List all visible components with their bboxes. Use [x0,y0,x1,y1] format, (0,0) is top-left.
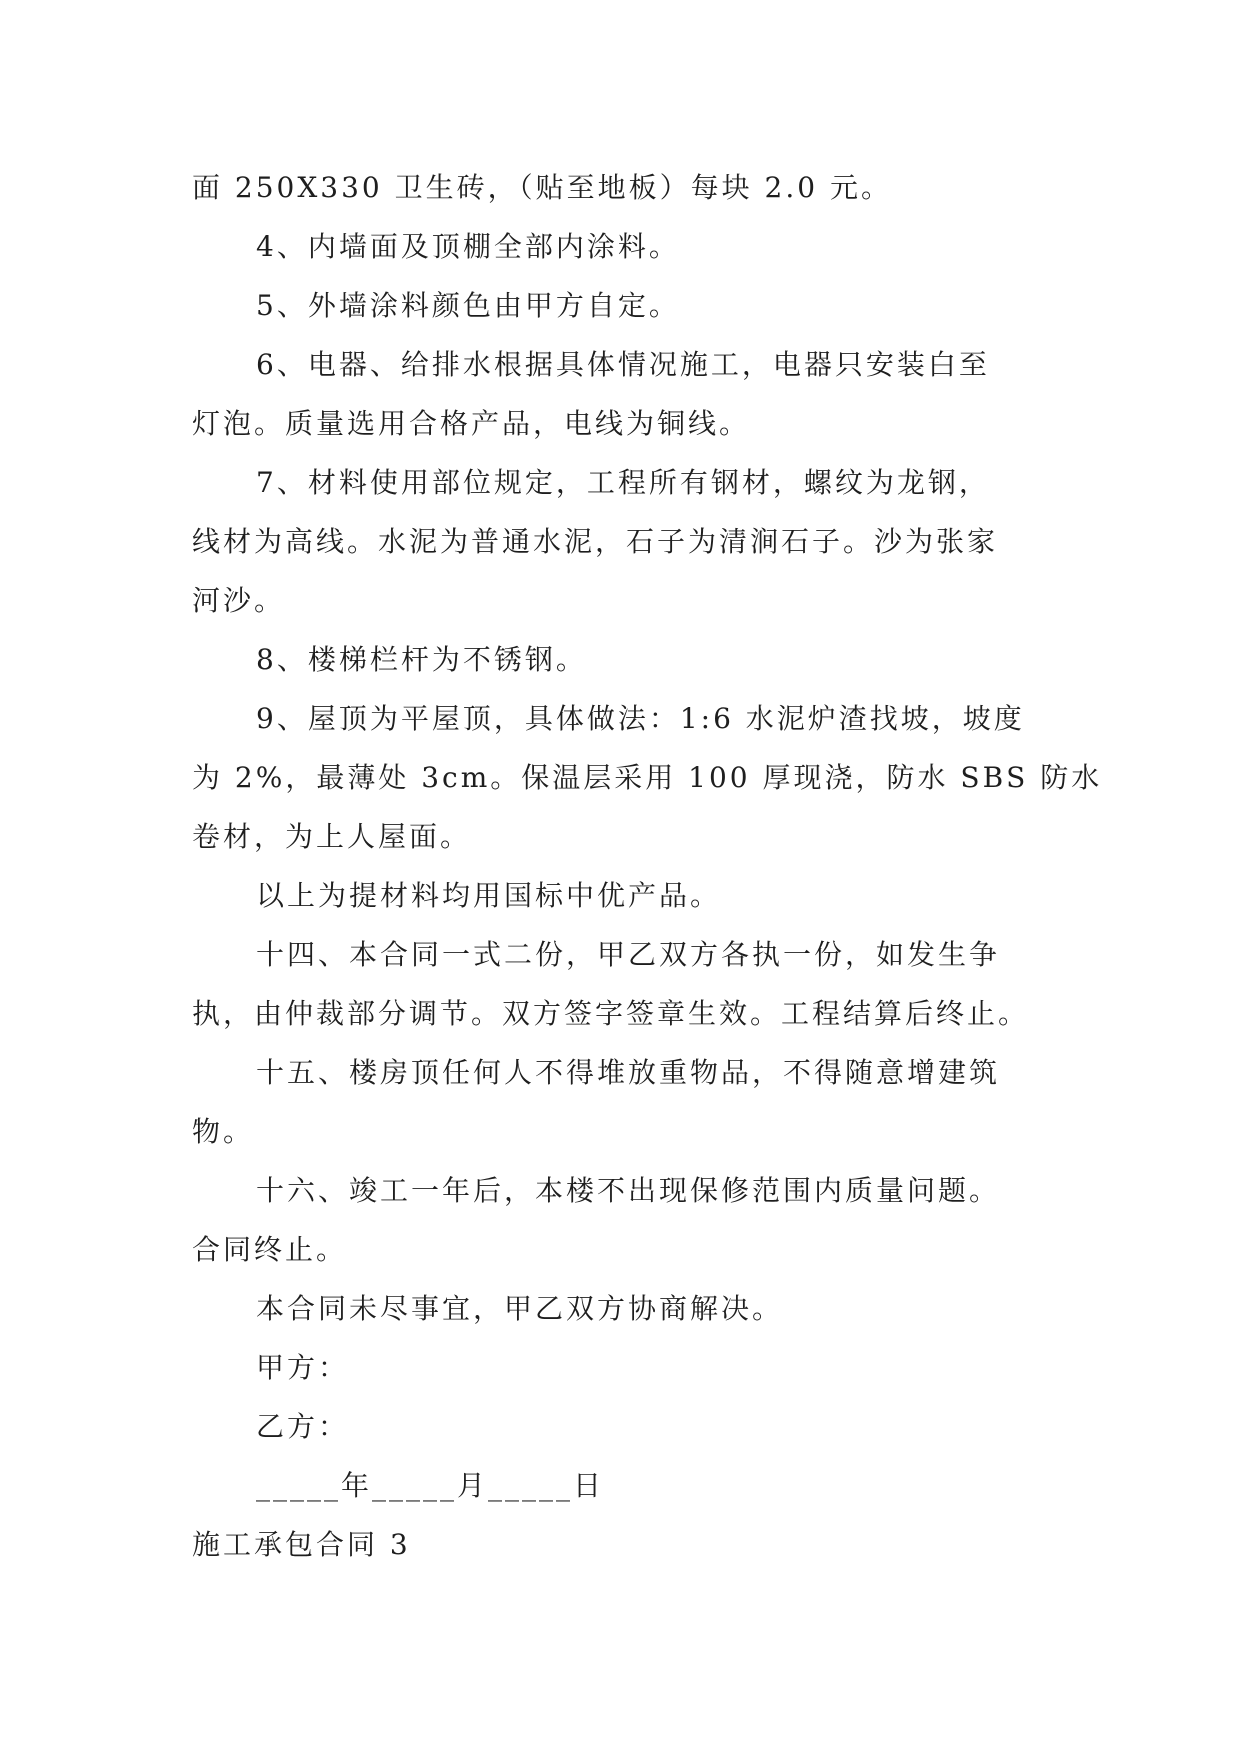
text-line: 合同终止。 [192,1233,348,1266]
text-line: 线材为高线。水泥为普通水泥，石子为清涧石子。沙为张家 [192,525,999,558]
text-line: 以上为提材料均用国标中优产品。 [256,879,722,912]
text-line: 8、楼梯栏杆为不锈钢。 [256,643,587,676]
text-line: 9、屋顶为平屋顶，具体做法：1:6 水泥炉渣找坡，坡度 [256,702,1025,735]
date-blank-line: _____年_____月_____日 [256,1469,605,1502]
text-line: 卷材，为上人屋面。 [192,820,472,853]
text-line: 河沙。 [192,584,286,617]
text-line: 为 2%，最薄处 3cm。保温层采用 100 厚现浇，防水 SBS 防水 [192,761,1103,794]
text-line: 本合同未尽事宜，甲乙双方协商解决。 [256,1292,784,1325]
text-line: 十五、楼房顶任何人不得堆放重物品，不得随意增建筑 [256,1056,1001,1089]
text-line: 6、电器、给排水根据具体情况施工，电器只安装白至 [256,348,990,381]
text-line: 十四、本合同一式二份，甲乙双方各执一份，如发生争 [256,938,1001,971]
text-line: 7、材料使用部位规定，工程所有钢材，螺纹为龙钢， [256,466,990,499]
text-line: 4、内墙面及顶棚全部内涂料。 [256,230,680,263]
text-line: 5、外墙涂料颜色由甲方自定。 [256,289,680,322]
section-heading: 施工承包合同 3 [192,1528,411,1561]
document-body [192,158,1103,1574]
text-line: 灯泡。质量选用合格产品，电线为铜线。 [192,407,751,440]
text-line: 面 250X330 卫生砖，（贴至地板）每块 2.0 元。 [192,171,892,204]
text-line: 物。 [192,1115,255,1148]
party-a-label: 甲方： [256,1351,350,1384]
text-line: 执，由仲裁部分调节。双方签字签章生效。工程结算后终止。 [192,997,1030,1030]
text-line: 十六、竣工一年后，本楼不出现保修范围内质量问题。 [256,1174,1001,1207]
party-b-label: 乙方： [256,1410,350,1443]
